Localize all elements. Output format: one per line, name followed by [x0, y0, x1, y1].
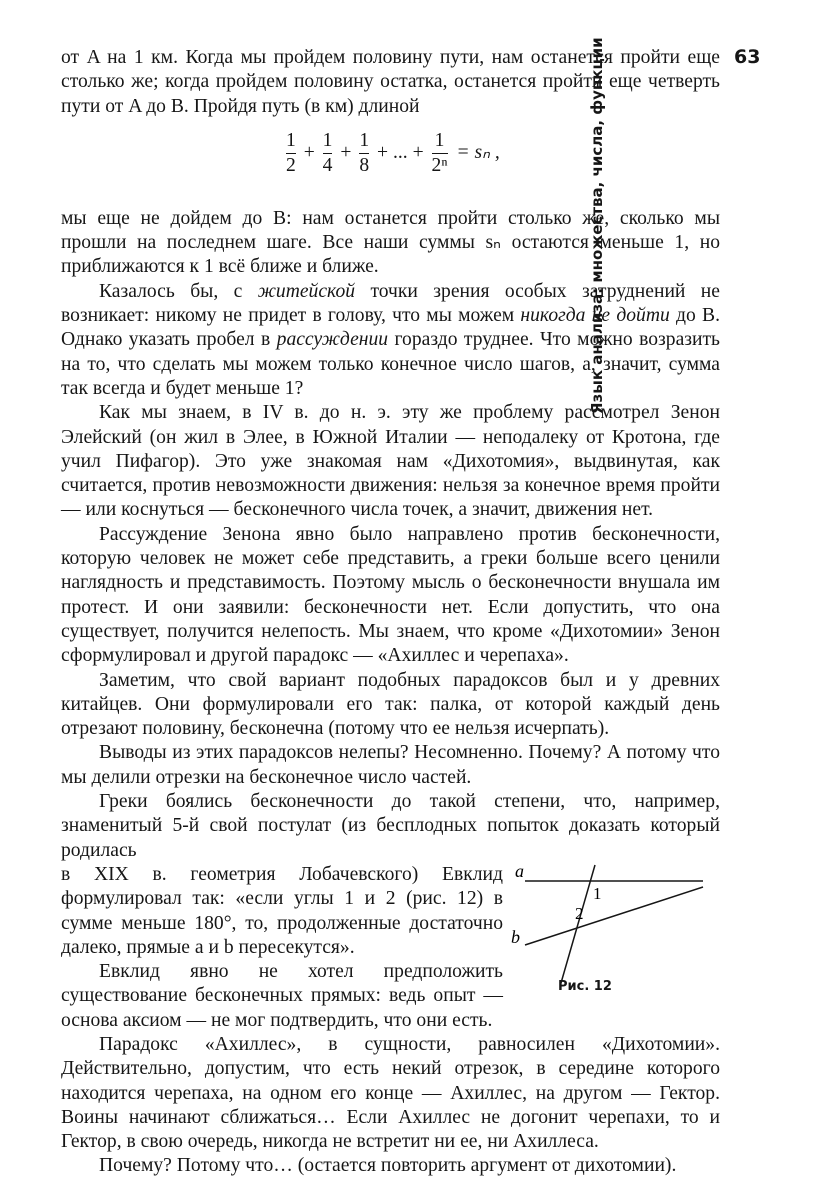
- fraction-1-2n: $\frac{1}{\text{2ⁿ}}$: [431, 129, 448, 176]
- paragraph-0: от A на 1 км. Когда мы пройдем половину пути, нам останется пройти еще столько же; когда пройдем половину остатка, останется пройти еще четверть пути от A до B. Пройдя путь (в км) длиной: [61, 47, 720, 117]
- paragraph-10: Почему? Потому что… (остается повторить аргумент от дихотомии).: [99, 1155, 677, 1177]
- page-number: 63: [734, 46, 761, 68]
- paragraph-7-tail: в XIX в. геометрия Лобачевского) Евклид формулировал так: «если углы 1 и 2 (рис. 12) в сумме меньше 180°, то, продолженные достаточно далеко, прямые a и b пересекутся».: [61, 863, 503, 958]
- paragraph-8: Евклид явно не хотел предположить существование бесконечных прямых: ведь опыт — основа аксиом — не мог подтвердить, что они есть.: [61, 961, 503, 1031]
- paragraph-4: Рассуждение Зенона явно было направлено против бесконечности, которую человек не может себе представить, а греки больше всего ценили наглядность и представимость. Поэтому мысль о бесконечности внушала им протест. И они заявили: бесконечности нет. Если допустить, что она существует, получится нелепость. Мы знаем, что кроме «Дихотомии» Зенон сформулировал и другой парадокс — «Ахиллес и черепаха».: [61, 523, 720, 667]
- series-formula: $\frac{1}{2}$ + $\frac{1}{4}$ + $\frac{1}{8}$ + ... + $\frac{1}{\text{2ⁿ}}$ = sₙ ,: [286, 129, 500, 176]
- page-body: [61, 37, 720, 1179]
- figure-caption: Рис. 12: [558, 978, 612, 994]
- fraction-1-2: $\frac{1}{2}$: [286, 129, 296, 176]
- figure-block: [61, 863, 720, 1033]
- paragraph-7-lead: Греки боялись бесконечности до такой степени, что, например, знаменитый 5-й свой постулат (из бесплодных попыток доказать который родилась: [61, 791, 720, 861]
- paragraph-3: Как мы знаем, в IV в. до н. э. эту же проблему рассмотрел Зенон Элейский (он жил в Элее, в Южной Италии — неподалеку от Кротона, где учил Пифагор). Это уже знакомая нам «Дихотомия», выдвинутая, как считается, против невозможности движения: нельзя за конечное время пройти — или коснуться — бесконечного числа точек, а значит, движения нет.: [61, 402, 720, 521]
- angle-2-label: 2: [575, 903, 584, 923]
- paragraph-5: Заметим, что свой вариант подобных парадоксов был и у древних китайцев. Они формулировали его так: палка, от которой каждый день отрезают половину, бесконечна (потому что ее нельзя исчерпать).: [61, 669, 720, 740]
- formula-rhs: = sₙ ,: [456, 141, 500, 163]
- label-b: b: [511, 926, 520, 947]
- formula-ellipsis: + ... +: [377, 141, 424, 163]
- running-head: Язык анализа: множества, числа, функции: [588, 37, 606, 414]
- label-a: a: [515, 862, 524, 881]
- line-b: [525, 887, 703, 945]
- angle-1-label: 1: [593, 883, 602, 903]
- paragraph-9: Парадокс «Ахиллес», в сущности, равносилен «Дихотомии». Действительно, допустим, что есть некий отрезок, в середине которого находится черепаха, на одном его конце — Ахиллес, на другом — Гектор. Воины начинают сближаться… Если Ахиллес не догонит черепахи, то и Гектор, в свою очередь, никогда не встретит ни ее, ни Ахиллеса.: [61, 1033, 720, 1153]
- paragraph-2: Казалось бы, с житейской точки зрения особых затруднений не возникает: никому не придет в голову, что мы можем никогда не дойти до B. Однако указать пробел в рассуждении гораздо труднее. Что можно возразить на то, что сделать мы можем только конечное число шагов, а, значит, сумма так всегда и будет меньше 1?: [61, 280, 720, 399]
- paragraph-1: мы еще не дойдем до B: нам останется пройти столько же, сколько мы прошли на последнем шаге. Все наши суммы sₙ остаются меньше 1, но приближаются к 1 всё ближе и ближе.: [61, 207, 720, 278]
- figure-12: [503, 863, 720, 1033]
- paragraph-6: Выводы из этих парадоксов нелепы? Несомненно. Почему? А потому что мы делили отрезки на бесконечное число частей.: [61, 742, 720, 788]
- fraction-1-8: $\frac{1}{8}$: [359, 129, 370, 176]
- fraction-1-4: $\frac{1}{4}$: [322, 129, 333, 176]
